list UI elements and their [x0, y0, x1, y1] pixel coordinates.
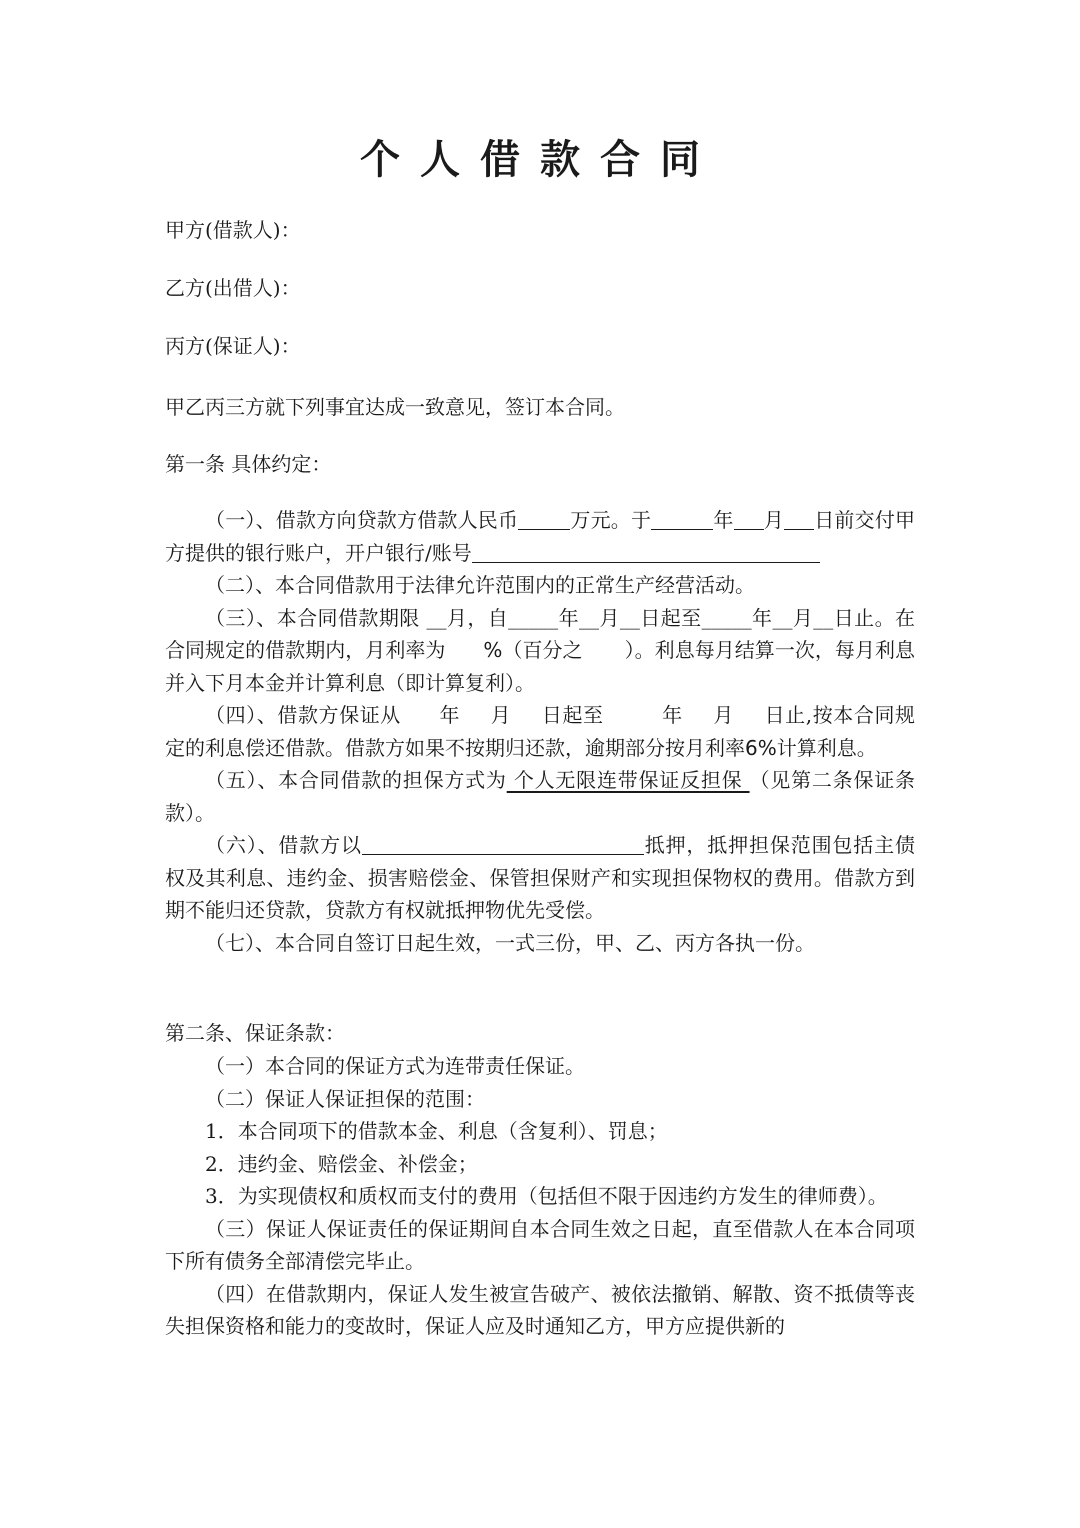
article2-clause3: （三）保证人保证责任的保证期间自本合同生效之日起，直至借款人在本合同项下所有债务全部清偿完毕止。 [165, 1216, 915, 1273]
article2-clause1: （一）本合同的保证方式为连带责任保证。 [205, 1054, 585, 1078]
amount-blank [518, 509, 570, 530]
article1-clause1: （一）、借款方向贷款方借款人民币 万元。于 年 月 日前交付甲方提供的银行账户，开户银行/账号 [165, 508, 916, 565]
party-borrower: 甲方(借款人)： [165, 218, 301, 242]
article1-body [165, 504, 915, 959]
article2-clause4: （四）在借款期内，保证人发生被宣告破产、被依法撤销、解散、资不抵债等丧失担保资格和能力的变故时，保证人应及时通知乙方，甲方应提供新的 [165, 1281, 915, 1338]
article1-clause3: （三）、本合同借款期限 __月，自_____年__月__日起至_____年__月__日止。在合同规定的借款期内，月利率为 %（百分之 ）。利息每月结算一次，每月利息并入下月本金并计算利息（即计算复利）。 [165, 605, 916, 695]
article1-clause7: （七）、本合同自签订日起生效，一式三份，甲、乙、丙方各执一份。 [205, 930, 815, 955]
collateral-blank [362, 834, 644, 855]
article2-clause2: （二）保证人保证担保的范围： [205, 1086, 485, 1111]
bank-account-blank [472, 542, 820, 563]
contract-title: 个人借款合同 [360, 136, 720, 183]
year-blank [651, 509, 713, 530]
party-lender: 乙方(出借人)： [165, 276, 301, 300]
article1-clause2: （二）、本合同借款用于法律允许范围内的正常生产经营活动。 [205, 573, 755, 597]
article2-heading: 第二条、保证条款： [165, 1021, 345, 1045]
article1-clause5: （五）、本合同借款的担保方式为 个人无限连带保证反担保 （见第二条保证条款）。 [165, 768, 916, 825]
intro-text: 甲乙丙三方就下列事宜达成一致意见，签订本合同。 [165, 395, 625, 419]
article2-item3: 3．为实现债权和质权而支付的费用（包括但不限于因违约方发生的律师费）。 [205, 1184, 888, 1208]
article2-item2: 2．违约金、赔偿金、补偿金； [205, 1151, 478, 1176]
article1-clause4: （四）、借款方保证从 年 月 日起至 年 月 日止,按本合同规定的利息偿还借款。借款方如果不按期归还款，逾期部分按月利率6%计算利息。 [165, 703, 916, 760]
article1-heading: 第一条 具体约定： [165, 452, 332, 476]
day-blank [784, 509, 814, 530]
guarantee-method: 个人无限连带保证反担保 [506, 768, 750, 792]
article1-clause6: （六）、借款方以 抵押，抵押担保范围包括主债权及其利息、违约金、损害赔偿金、保管担保财产和实现担保物权的费用。借款方到期不能归还贷款，贷款方有权就抵押物优先受偿。 [165, 833, 916, 922]
month-blank [734, 509, 764, 530]
article2-item1: 1．本合同项下的借款本金、利息（含复利）、罚息； [205, 1119, 668, 1143]
party-guarantor: 丙方(保证人)： [165, 334, 301, 358]
article2-body [165, 1050, 915, 1343]
